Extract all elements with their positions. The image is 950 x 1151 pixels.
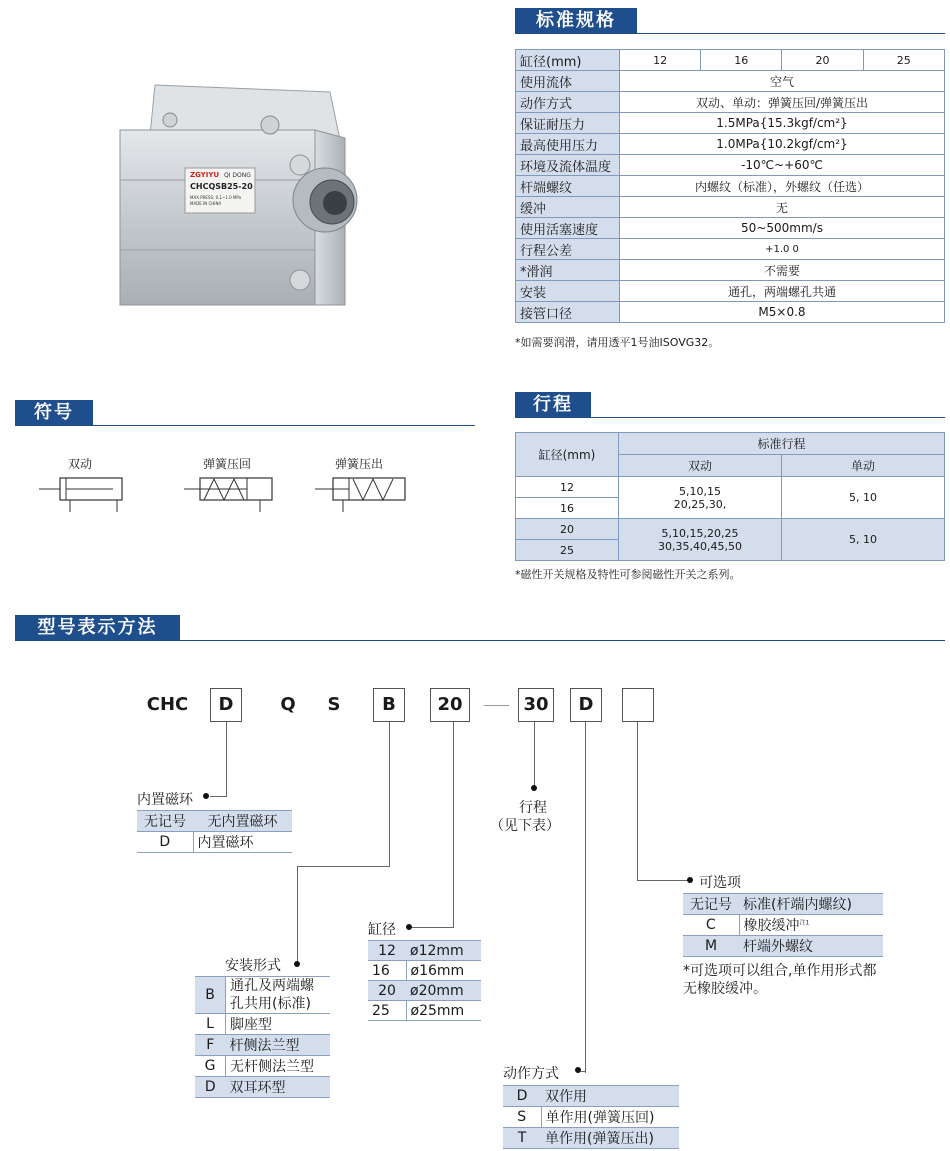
code-chc: CHC bbox=[146, 694, 189, 715]
bore-desc: ø12mm bbox=[406, 941, 481, 961]
stroke-double-cell: 5,10,15,20,25 30,35,40,45,50 bbox=[619, 519, 782, 561]
stroke-bore-header: 缸径(mm) bbox=[516, 433, 619, 477]
stroke-title: 行程 bbox=[515, 392, 591, 418]
symbol-double-label: 双动 bbox=[68, 457, 93, 471]
spec-row-key: 杆端螺纹 bbox=[516, 176, 620, 197]
connector-line bbox=[297, 866, 390, 867]
spec-row-value: 1.5MPa{15.3kgf/cm²} bbox=[620, 113, 945, 134]
spec-row-value: M5×0.8 bbox=[620, 302, 945, 323]
model-title: 型号表示方法 bbox=[15, 615, 180, 641]
stroke-bore-cell: 25 bbox=[516, 540, 619, 561]
stroke-title-rule bbox=[515, 417, 945, 418]
bore-desc: ø25mm bbox=[406, 1001, 481, 1021]
spec-title-rule bbox=[515, 33, 945, 34]
connector-dot bbox=[687, 877, 693, 883]
connector-line bbox=[534, 722, 535, 788]
stroke-note: *磁性开关规格及特性可参阅磁性开关之系列。 bbox=[515, 568, 741, 581]
code-bore-box: 20 bbox=[430, 688, 470, 722]
connector-dot bbox=[406, 924, 412, 930]
product-brand-sub: QI DONG bbox=[224, 172, 251, 179]
mount-desc: 双耳环型 bbox=[226, 1077, 331, 1098]
bore-title: 缸径 bbox=[368, 922, 396, 938]
action-desc: 单作用(弹簧压出) bbox=[541, 1128, 679, 1149]
stroke-double-cell: 5,10,15 20,25,30, bbox=[619, 477, 782, 519]
stroke-single-cell: 5, 10 bbox=[782, 519, 945, 561]
connector-line bbox=[410, 927, 454, 928]
connector-line bbox=[580, 1071, 586, 1072]
spec-table bbox=[515, 49, 945, 323]
connector-line bbox=[226, 722, 227, 797]
code-dash bbox=[484, 705, 509, 706]
product-model: CHCQSB25-20 bbox=[190, 182, 253, 191]
mount-desc: 无杆侧法兰型 bbox=[226, 1056, 331, 1077]
option-desc-text: 橡胶缓冲 bbox=[743, 918, 800, 934]
stroke-bore-cell: 20 bbox=[516, 519, 619, 540]
spec-row-value: 50~500mm/s bbox=[620, 218, 945, 239]
code-s: S bbox=[327, 694, 341, 715]
option-note: *可选项可以组合,单作用形式都无橡胶缓冲。 bbox=[683, 963, 877, 997]
mount-code: G bbox=[195, 1056, 226, 1077]
connector-dot bbox=[203, 793, 209, 799]
spec-row-key: 使用活塞速度 bbox=[516, 218, 620, 239]
spec-bore-cell: 25 bbox=[863, 50, 944, 71]
connector-line bbox=[297, 866, 298, 964]
spec-note: *如需要润滑，请用透平1号油ISOVG32。 bbox=[515, 336, 720, 349]
spec-bore-cell: 20 bbox=[782, 50, 863, 71]
product-image bbox=[110, 80, 370, 320]
option-desc: 标准(杆端内螺纹) bbox=[739, 894, 883, 915]
code-q: Q bbox=[280, 694, 296, 715]
stroke-single-cell: 5, 10 bbox=[782, 477, 945, 519]
mount-title: 安装形式 bbox=[225, 958, 281, 974]
action-code: T bbox=[503, 1128, 541, 1149]
spec-row-key: 最高使用压力 bbox=[516, 134, 620, 155]
mount-table bbox=[195, 976, 330, 1098]
connector-line bbox=[210, 796, 227, 797]
mount-desc: 脚座型 bbox=[226, 1014, 331, 1035]
spec-row-value: -10℃~+60℃ bbox=[620, 155, 945, 176]
symbol-spring-return bbox=[182, 470, 282, 515]
spec-row-key: 缓冲 bbox=[516, 197, 620, 218]
mount-code: L bbox=[195, 1014, 226, 1035]
stroke-std-header: 标准行程 bbox=[619, 433, 945, 455]
spec-row-key: 安装 bbox=[516, 281, 620, 302]
spec-row-key: 使用流体 bbox=[516, 71, 620, 92]
spec-row-value: 1.0MPa{10.2kgf/cm²} bbox=[620, 134, 945, 155]
code-magnet-box: D bbox=[210, 688, 242, 722]
magnet-code: D bbox=[137, 832, 193, 853]
option-table bbox=[683, 893, 883, 957]
spec-row-key: 接管口径 bbox=[516, 302, 620, 323]
symbol-spring-extend bbox=[313, 470, 413, 515]
code-action-box: D bbox=[570, 688, 602, 722]
magnet-title: 内置磁环 bbox=[137, 792, 193, 808]
bore-code: 20 bbox=[368, 981, 406, 1001]
option-desc bbox=[739, 915, 883, 936]
connector-line bbox=[453, 722, 454, 928]
option-title: 可选项 bbox=[699, 875, 741, 891]
action-desc: 双作用 bbox=[541, 1086, 679, 1107]
mount-code: B bbox=[195, 977, 226, 1014]
code-mount-box: B bbox=[373, 688, 405, 722]
mount-code: F bbox=[195, 1035, 226, 1056]
symbol-spring-extend-label: 弹簧压出 bbox=[335, 457, 384, 471]
option-footnote-mark: 注1 bbox=[799, 919, 810, 927]
spec-row-key: 环境及流体温度 bbox=[516, 155, 620, 176]
action-title: 动作方式 bbox=[503, 1066, 559, 1082]
mount-code: D bbox=[195, 1077, 226, 1098]
stroke-label: 行程 bbox=[519, 800, 547, 816]
stroke-table bbox=[515, 432, 945, 561]
spec-row-value: +1.0 0 bbox=[620, 239, 945, 260]
mount-desc: 杆侧法兰型 bbox=[226, 1035, 331, 1056]
stroke-bore-cell: 12 bbox=[516, 477, 619, 498]
magnet-code: 无记号 bbox=[137, 811, 193, 832]
bore-code: 25 bbox=[368, 1001, 406, 1021]
symbol-title: 符号 bbox=[15, 400, 93, 426]
stroke-bore-cell: 16 bbox=[516, 498, 619, 519]
spec-row-value: 无 bbox=[620, 197, 945, 218]
code-option-box bbox=[622, 688, 654, 722]
spec-row-key: *滑润 bbox=[516, 260, 620, 281]
symbol-double-acting bbox=[35, 470, 135, 515]
option-code: C bbox=[683, 915, 739, 936]
option-code: M bbox=[683, 936, 739, 957]
bore-desc: ø16mm bbox=[406, 961, 481, 981]
magnet-desc: 无内置磁环 bbox=[193, 811, 292, 832]
spec-title: 标准规格 bbox=[515, 8, 637, 34]
spec-row-key: 保证耐压力 bbox=[516, 113, 620, 134]
symbol-title-rule bbox=[15, 425, 475, 426]
connector-line bbox=[637, 722, 638, 881]
stroke-double-header: 双动 bbox=[619, 455, 782, 477]
stroke-sublabel: （见下表） bbox=[490, 818, 560, 834]
mount-desc: 通孔及两端螺孔共用(标准) bbox=[226, 977, 331, 1014]
action-code: D bbox=[503, 1086, 541, 1107]
connector-dot bbox=[294, 961, 300, 967]
connector-line bbox=[637, 880, 689, 881]
spec-row-value: 空气 bbox=[620, 71, 945, 92]
spec-row-value: 双动、单动：弹簧压回/弹簧压出 bbox=[620, 92, 945, 113]
spec-row-key: 行程公差 bbox=[516, 239, 620, 260]
connector-dot bbox=[531, 785, 537, 791]
option-code: 无记号 bbox=[683, 894, 739, 915]
option-desc: 杆端外螺纹 bbox=[739, 936, 883, 957]
model-title-rule bbox=[15, 640, 945, 641]
stroke-single-header: 单动 bbox=[782, 455, 945, 477]
action-table bbox=[503, 1085, 679, 1149]
product-brand: ZGYIYU bbox=[190, 171, 220, 179]
action-desc: 单作用(弹簧压回) bbox=[541, 1107, 679, 1128]
bore-desc: ø20mm bbox=[406, 981, 481, 1001]
spec-header-key: 缸径(mm) bbox=[516, 50, 620, 71]
bore-code: 12 bbox=[368, 941, 406, 961]
symbol-spring-return-label: 弹簧压回 bbox=[203, 457, 252, 471]
spec-row-value: 内螺纹（标准），外螺纹（任选） bbox=[620, 176, 945, 197]
magnet-desc: 内置磁环 bbox=[193, 832, 292, 853]
bore-table bbox=[368, 940, 481, 1021]
magnet-table bbox=[137, 810, 292, 853]
connector-line bbox=[389, 722, 390, 867]
product-made: MADE IN CHINA bbox=[190, 201, 222, 206]
bore-code: 16 bbox=[368, 961, 406, 981]
spec-bore-cell: 16 bbox=[701, 50, 782, 71]
spec-row-value: 不需要 bbox=[620, 260, 945, 281]
spec-row-value: 通孔，两端螺孔共通 bbox=[620, 281, 945, 302]
connector-line bbox=[585, 722, 586, 1073]
spec-bore-cell: 12 bbox=[620, 50, 701, 71]
product-press: MAX.PRESS: 0.1~1.0 MPa bbox=[190, 195, 242, 200]
code-stroke-box: 30 bbox=[518, 688, 554, 722]
connector-dot bbox=[575, 1067, 581, 1073]
spec-row-key: 动作方式 bbox=[516, 92, 620, 113]
action-code: S bbox=[503, 1107, 541, 1128]
